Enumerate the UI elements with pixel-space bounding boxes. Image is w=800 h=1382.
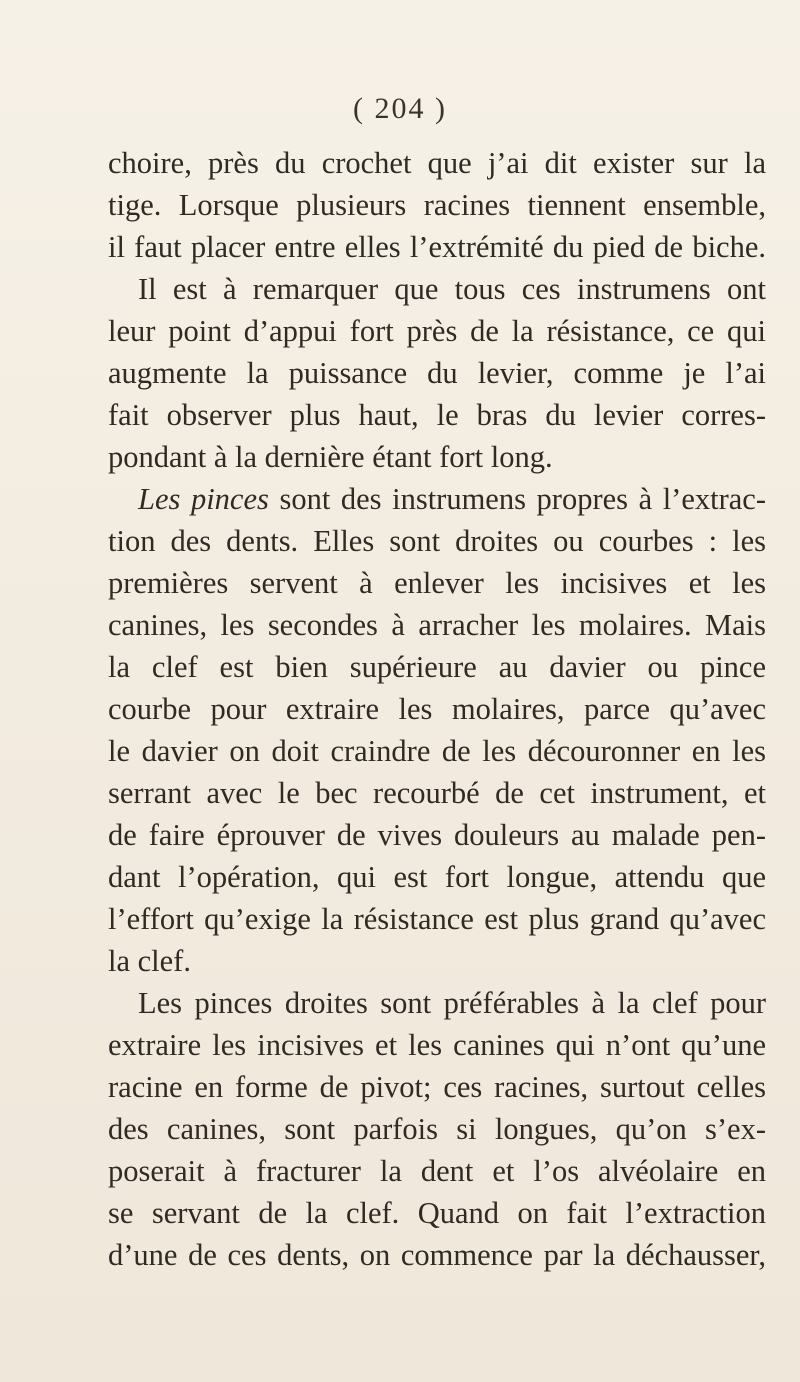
text-line-20: la clef. — [108, 944, 191, 978]
text-line-5: leur point d’appui fort près de la résistance, ce qui — [108, 314, 766, 348]
text-line-23: racine en forme de pivot; ces racines, surtout celles — [108, 1070, 766, 1104]
text-line-10: tion des dents. Elles sont droites ou courbes : les — [108, 524, 766, 558]
text-line-6: augmente la puissance du levier, comme je l’ai — [108, 356, 766, 390]
text-line-3: il faut placer entre elles l’extrémité du pied de biche. — [108, 230, 766, 264]
text-line-26: se servant de la clef. Quand on fait l’extraction — [108, 1196, 766, 1230]
text-line-15: le davier on doit craindre de les découronner en les — [108, 734, 766, 768]
text-line-2: tige. Lorsque plusieurs racines tiennent ensemble, — [108, 188, 766, 222]
text-line-13: la clef est bien supérieure au davier ou pince — [108, 650, 766, 684]
text-line-1: choire, près du crochet que j’ai dit exister sur la — [108, 146, 766, 180]
text-line-9 — [138, 484, 766, 515]
text-line-7: fait observer plus haut, le bras du levier corres- — [108, 398, 766, 432]
text-line-17: de faire éprouver de vives douleurs au malade pen- — [108, 818, 766, 852]
text-line-11: premières servent à enlever les incisives et les — [108, 566, 766, 600]
text-line-14: courbe pour extraire les molaires, parce qu’avec — [108, 692, 766, 726]
text-line-8: pondant à la dernière étant fort long. — [108, 440, 553, 474]
text-line-9-rest: sont des instrumens propres à l’extrac- — [279, 482, 766, 516]
text-line-12: canines, les secondes à arracher les molaires. Mais — [108, 608, 766, 642]
text-line-16: serrant avec le bec recourbé de cet instrument, et — [108, 776, 766, 810]
text-line-27: d’une de ces dents, on commence par la déchausser, — [108, 1238, 766, 1272]
text-line-22: extraire les incisives et les canines qui n’ont qu’une — [108, 1028, 766, 1062]
text-line-4: Il est à remarquer que tous ces instrumens ont — [138, 272, 766, 306]
text-line-21: Les pinces droites sont préférables à la clef pour — [138, 986, 766, 1020]
italic-term: Les pinces — [138, 482, 269, 516]
text-line-24: des canines, sont parfois si longues, qu’on s’ex- — [108, 1112, 766, 1146]
text-line-19: l’effort qu’exige la résistance est plus grand qu’avec — [108, 902, 766, 936]
text-line-25: poserait à fracturer la dent et l’os alvéolaire en — [108, 1154, 766, 1188]
text-line-18: dant l’opération, qui est fort longue, attendu que — [108, 860, 766, 894]
page-number: ( 204 ) — [353, 92, 447, 125]
